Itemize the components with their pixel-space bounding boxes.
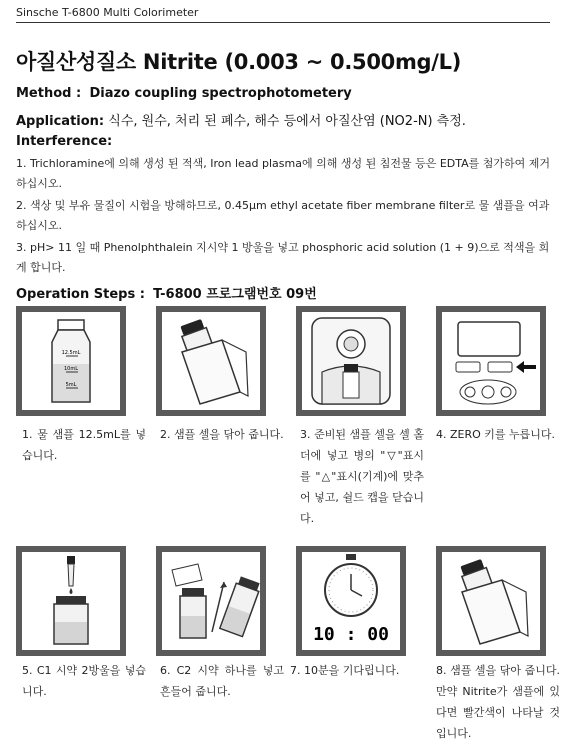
interference-heading: Interference:	[16, 134, 113, 149]
operation-label: Operation Steps :	[16, 287, 145, 302]
operation-value: T-6800 프로그램번호 09번	[153, 287, 317, 302]
step-7-illustration	[296, 546, 406, 656]
zero-key-icon	[442, 312, 540, 410]
wipe-cell-icon	[442, 552, 540, 650]
timer-icon	[302, 552, 400, 650]
interference-item: 1. Trichloramine에 의해 생성 된 적색, Iron lead plasma에 의해 생성 된 침전물 등은 EDTA를 첨가하여 제거하십시오.	[16, 157, 551, 190]
shake-icon	[162, 552, 260, 650]
step-8-illustration	[436, 546, 546, 656]
operation-row	[16, 283, 317, 302]
method-label: Method :	[16, 86, 82, 101]
timer-display: 10 : 00	[313, 624, 389, 645]
interference-item: 3. pH> 11 일 때 Phenolphthalein 지시약 1 방울을 넣고 phosphoric acid solution (1 + 9)으로 적색을 희게 합니다.	[16, 241, 550, 274]
application-label: Application:	[16, 114, 105, 129]
step-caption: 1. 물 샘플 12.5mL를 넣습니다.	[22, 428, 146, 462]
step-caption: 3. 준비된 샘플 셀을 셀 홀더에 넣고 병의 "▽"표시를 "△"표시(기계)에 맞추어 넣고, 쉴드 캡을 닫습니다.	[300, 428, 424, 525]
header-brand: Sinsche T-6800 Multi Colorimeter	[16, 6, 199, 19]
step-4-illustration	[436, 306, 546, 416]
step-caption: 7. 10분을 기다립니다.	[290, 664, 400, 677]
step-caption: 4. ZERO 키를 누릅니다.	[436, 428, 556, 441]
step-5-illustration	[16, 546, 126, 656]
page-title: 아질산성질소 Nitrite (0.003 ~ 0.500mg/L)	[16, 50, 462, 74]
step-2-illustration	[156, 306, 266, 416]
dropper-icon	[22, 552, 120, 650]
step-3-illustration	[296, 306, 406, 416]
application-value: 식수, 원수, 처리 된 폐수, 해수 등에서 아질산염 (NO2-N) 측정.	[108, 114, 466, 129]
step-caption: 2. 샘플 셀을 닦아 줍니다.	[160, 428, 284, 441]
step-6-illustration	[156, 546, 266, 656]
step-1-illustration	[16, 306, 126, 416]
method-value: Diazo coupling spectrophotometery	[89, 86, 352, 101]
step-caption: 8. 샘플 셀을 닦아 줍니다. 만약 Nitrite가 샘플에 있다면 빨간색이 나타날 것 입니다.	[436, 664, 560, 740]
method-row	[16, 86, 352, 101]
header-divider	[16, 22, 550, 23]
step-caption: 5. C1 시약 2방울을 넣습니다.	[22, 664, 146, 698]
bottle-mark: 10mL	[63, 366, 79, 372]
insert-cell-icon	[302, 312, 400, 410]
wipe-cell-icon	[162, 312, 260, 410]
bottle-mark: 12.5mL	[61, 350, 81, 356]
bottle-mark: 5mL	[65, 382, 77, 388]
sample-bottle-icon	[22, 312, 120, 410]
step-caption: 6. C2 시약 하나를 넣고 흔들어 줍니다.	[160, 664, 284, 698]
interference-item: 2. 색상 및 부유 물질이 시험을 방해하므로, 0.45μm ethyl acetate fiber membrane filter로 물 샘플을 여과하십시오.	[16, 199, 550, 232]
application-row	[16, 110, 466, 129]
